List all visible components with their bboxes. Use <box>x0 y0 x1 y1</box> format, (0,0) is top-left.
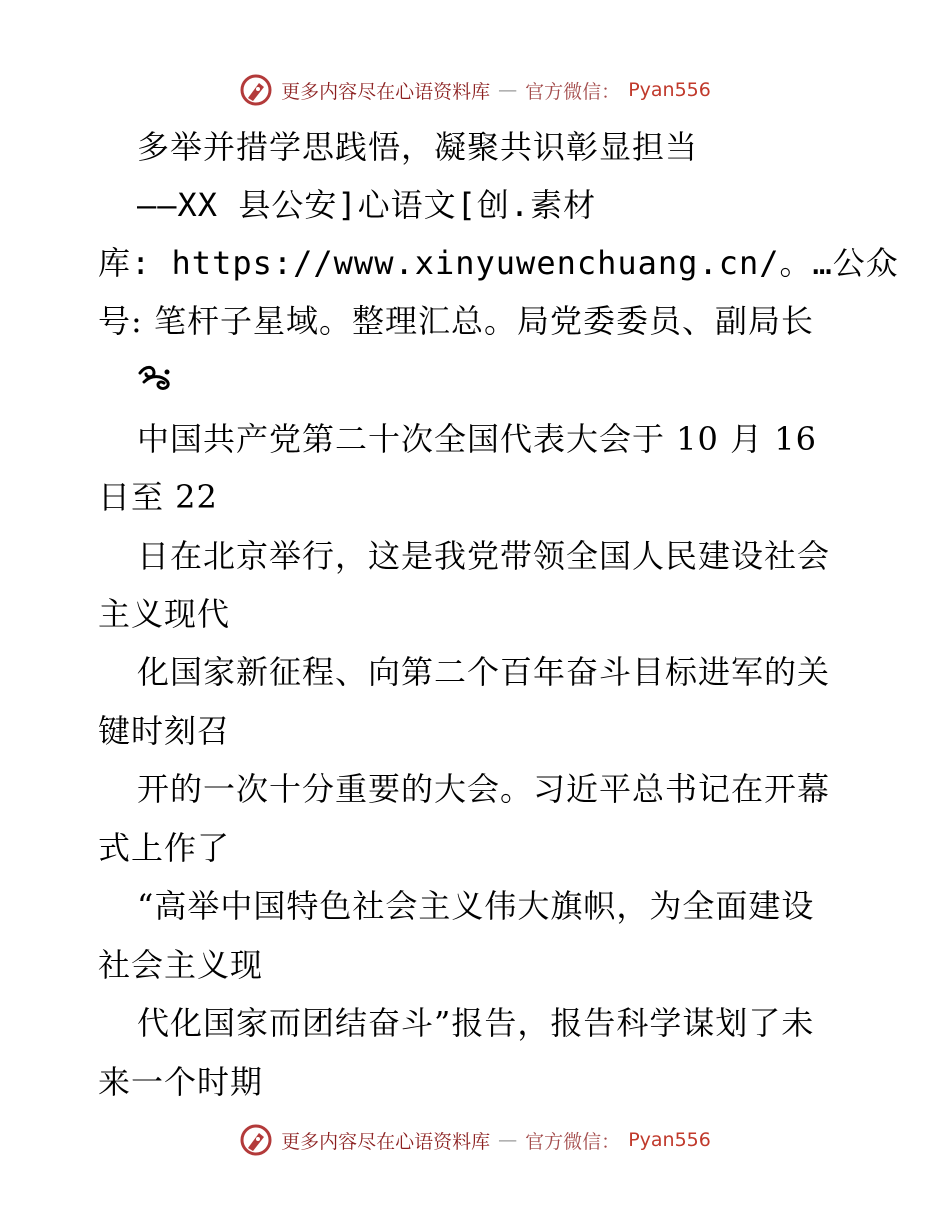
document-line-6: 主义现代 <box>98 595 231 633</box>
document-line-2: 号: 笔杆子星域。整理汇总。局党委委员、副局长 <box>98 302 814 340</box>
document-line-14: 来一个时期 <box>98 1063 264 1101</box>
watermark-text: 更多内容尽在心语资料库 <box>281 80 491 103</box>
watermark-wechat-id: Pyan556 <box>628 79 711 101</box>
footer-watermark <box>0 1120 950 1160</box>
pen-nib-logo-icon <box>239 73 273 107</box>
watermark-separator: — <box>498 1129 518 1151</box>
pen-nib-logo-icon <box>239 1123 273 1157</box>
document-line-1: 库: https://www.xinyuwenchuang.cn/。…公众 <box>98 244 899 282</box>
document-line-7: 化国家新征程、向第二个百年奋斗目标进军的关 <box>137 653 831 691</box>
document-line-0: ——XX 县公安]心语文[创.素材 <box>137 186 597 224</box>
watermark-separator: — <box>498 79 518 101</box>
document-line-8: 键时刻召 <box>98 712 231 750</box>
document-line-4: 日至 22 <box>98 478 218 516</box>
header-watermark <box>0 70 950 110</box>
document-line-3: 中国共产党第二十次全国代表大会于 10 月 16 <box>137 420 817 458</box>
watermark-label: 官方微信： <box>525 1130 621 1153</box>
swirl-ornament-icon <box>137 363 175 393</box>
document-line-11: “高举中国特色社会主义伟大旗帜，为全面建设 <box>137 887 815 925</box>
watermark-wechat-id: Pyan556 <box>628 1129 711 1151</box>
watermark-label: 官方微信： <box>525 80 621 103</box>
document-line-13: 代化国家而团结奋斗”报告，报告科学谋划了未 <box>137 1004 815 1042</box>
document-line-5: 日在北京举行，这是我党带领全国人民建设社会 <box>137 537 831 575</box>
watermark-text: 更多内容尽在心语资料库 <box>281 1130 491 1153</box>
document-title: 多举并措学思践悟，凝聚共识彰显担当 <box>137 128 699 166</box>
document-line-9: 开的一次十分重要的大会。习近平总书记在开幕 <box>137 770 831 808</box>
document-line-12: 社会主义现 <box>98 946 264 984</box>
document-line-10: 式上作了 <box>98 829 231 867</box>
